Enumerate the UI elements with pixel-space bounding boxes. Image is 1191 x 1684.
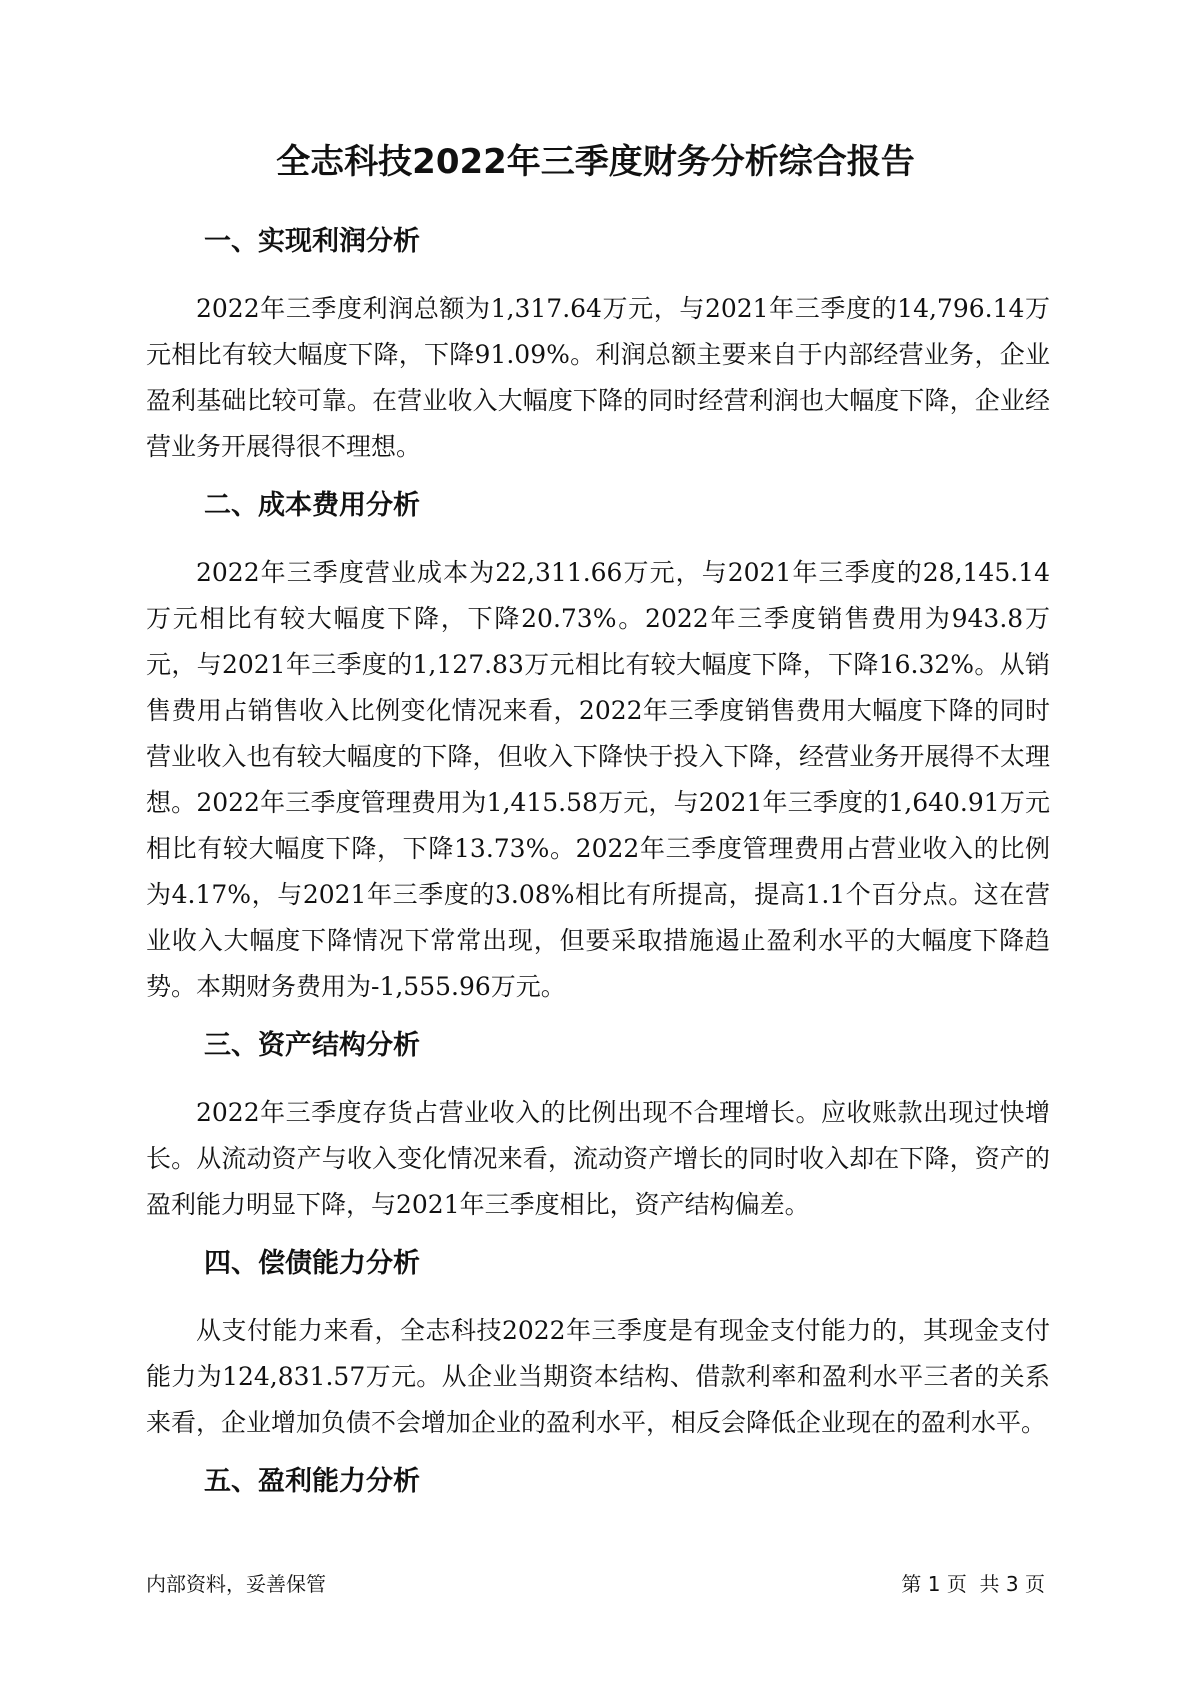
section-heading-assets: 三、资产结构分析	[204, 1030, 420, 1061]
section-heading-profit: 一、实现利润分析	[204, 226, 420, 257]
section-heading-solvency: 四、偿债能力分析	[204, 1248, 420, 1279]
section-paragraph-cost: 2022年三季度营业成本为22,311.66万元，与2021年三季度的28,145.14万元相比有较大幅度下降，下降20.73%。2022年三季度销售费用为943.8万元，与2021年三季度的1,127.83万元相比有较大幅度下降，下降16.32%。从销售费用占销售收入比例变化情况来看，2022年三季度销售费用大幅度下降的同时营业收入也有较大幅度的下降，但收入下降快于投入下降，经营业务开展得不太理想。2022年三季度管理费用为1,415.58万元，与2021年三季度的1,640.91万元相比有较大幅度下降，下降13.73%。2022年三季度管理费用占营业收入的比例为4.17%，与2021年三季度的3.08%相比有所提高，提高1.1个百分点。这在营业收入大幅度下降情况下常常出现，但要采取措施遏止盈利水平的大幅度下降趋势。本期财务费用为-1,555.96万元。	[146, 558, 1050, 1001]
document-title: 全志科技2022年三季度财务分析综合报告	[276, 142, 915, 182]
footer-confidential-note: 内部资料，妥善保管	[146, 1572, 326, 1596]
section-heading-cost: 二、成本费用分析	[204, 490, 420, 521]
footer-page-number: 第 1 页 共 3 页	[901, 1572, 1045, 1596]
section-paragraph-assets: 2022年三季度存货占营业收入的比例出现不合理增长。应收账款出现过快增长。从流动资产与收入变化情况来看，流动资产增长的同时收入却在下降，资产的盈利能力明显下降，与2021年三季度相比，资产结构偏差。	[146, 1098, 1050, 1219]
section-paragraph-profit: 2022年三季度利润总额为1,317.64万元，与2021年三季度的14,796.14万元相比有较大幅度下降，下降91.09%。利润总额主要来自于内部经营业务，企业盈利基础比较可靠。在营业收入大幅度下降的同时经营利润也大幅度下降，企业经营业务开展得很不理想。	[146, 294, 1050, 461]
document-body	[146, 222, 1050, 1526]
section-heading-profitability: 五、盈利能力分析	[204, 1466, 420, 1497]
section-paragraph-solvency: 从支付能力来看，全志科技2022年三季度是有现金支付能力的，其现金支付能力为124,831.57万元。从企业当期资本结构、借款利率和盈利水平三者的关系来看，企业增加负债不会增加企业的盈利水平，相反会降低企业现在的盈利水平。	[146, 1316, 1050, 1437]
